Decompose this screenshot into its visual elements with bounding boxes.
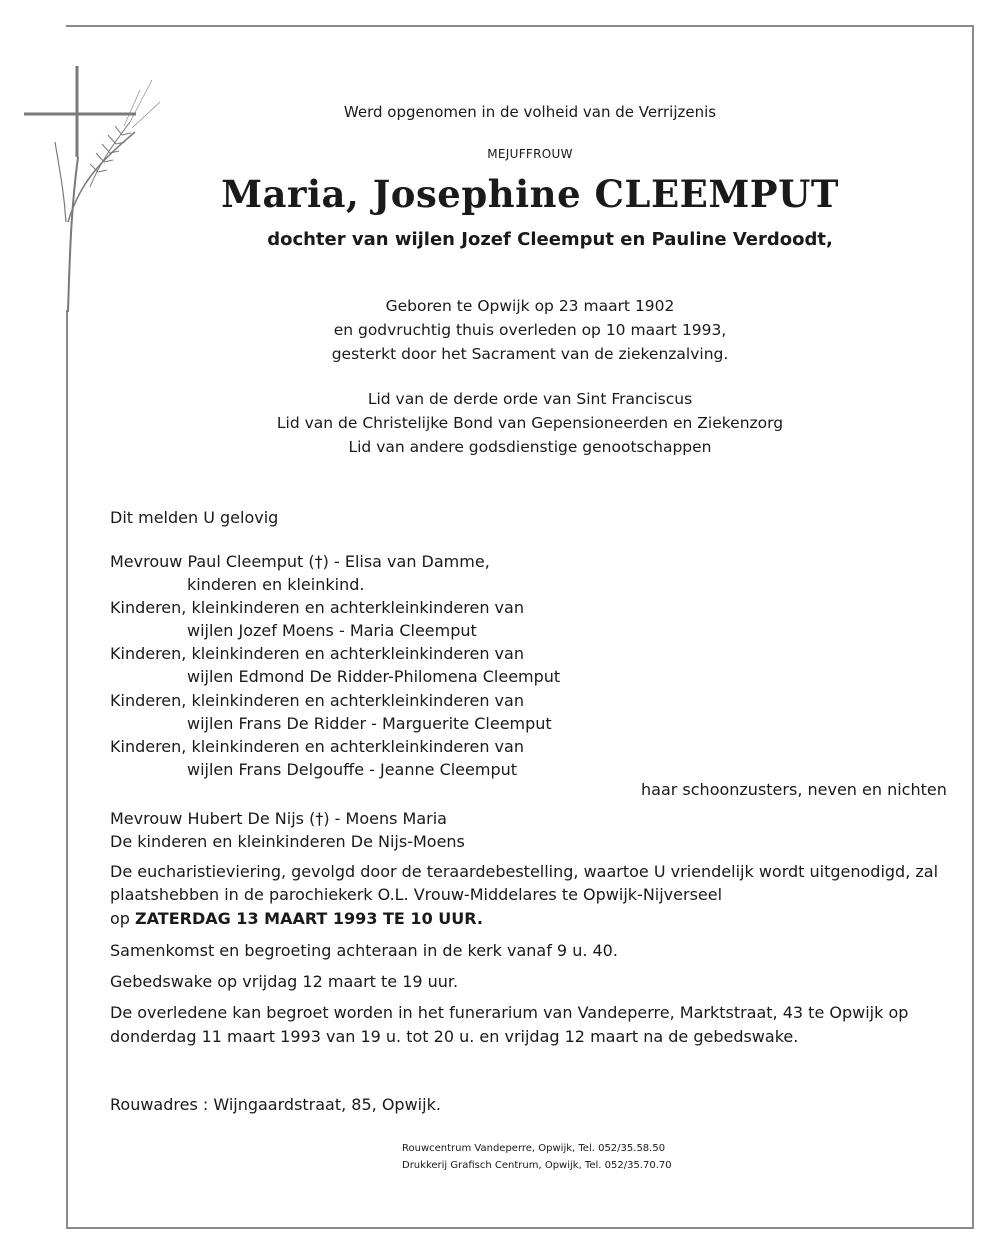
family-line: Kinderen, kleinkinderen en achterkleinkinderen van bbox=[110, 644, 524, 663]
wake-line: Gebedswake op vrijdag 12 maart te 19 uur. bbox=[110, 972, 459, 991]
ceremony-date: ZATERDAG 13 MAART 1993 TE 10 UUR. bbox=[135, 909, 483, 928]
family-line: wijlen Frans Delgouffe - Jeanne Cleemput bbox=[187, 760, 518, 779]
ceremony-date-line bbox=[110, 909, 483, 928]
family-line: Kinderen, kleinkinderen en achterkleinkinderen van bbox=[110, 691, 524, 710]
footer-line: Rouwcentrum Vandeperre, Opwijk, Tel. 052/35.58.50 bbox=[402, 1143, 666, 1154]
announce-line: Dit melden U gelovig bbox=[110, 508, 279, 527]
bio-line: gesterkt door het Sacrament van de ziekenzalving. bbox=[331, 345, 729, 363]
ceremony-prefix: op bbox=[110, 909, 136, 928]
salutation: MEJUFFROUW bbox=[487, 147, 573, 161]
footer-line: Drukkerij Grafisch Centrum, Opwijk, Tel. 052/35.70.70 bbox=[402, 1160, 672, 1171]
family-line: wijlen Edmond De Ridder-Philomena Cleemput bbox=[187, 667, 561, 686]
bio-line: en godvruchtig thuis overleden op 10 maart 1993, bbox=[333, 321, 727, 339]
address-line: Rouwadres : Wijngaardstraat, 85, Opwijk. bbox=[110, 1095, 441, 1114]
membership-line: Lid van de Christelijke Bond van Gepensioneerden en Ziekenzorg bbox=[276, 414, 784, 432]
family-line: wijlen Jozef Moens - Maria Cleemput bbox=[187, 621, 477, 640]
gathering-line: Samenkomst en begroeting achteraan in de kerk vanaf 9 u. 40. bbox=[110, 941, 618, 960]
family-line: wijlen Frans De Ridder - Marguerite Cleemput bbox=[187, 714, 552, 733]
family2-line: De kinderen en kleinkinderen De Nijs-Moens bbox=[110, 832, 465, 851]
viewing-line: donderdag 11 maart 1993 van 19 u. tot 20 u. en vrijdag 12 maart na de gebedswake. bbox=[110, 1027, 799, 1046]
ceremony-line: De eucharistieviering, gevolgd door de teraardebestelling, waartoe U vriendelijk wordt uitgenodigd, zal bbox=[110, 862, 939, 881]
family-line: Kinderen, kleinkinderen en achterkleinkinderen van bbox=[110, 737, 524, 756]
deceased-name: Maria, Josephine CLEEMPUT bbox=[221, 172, 839, 216]
family-line: Mevrouw Paul Cleemput (†) - Elisa van Damme, bbox=[110, 552, 490, 571]
family-line: kinderen en kleinkind. bbox=[187, 575, 365, 594]
relation-line: haar schoonzusters, neven en nichten bbox=[641, 780, 947, 799]
intro-line: Werd opgenomen in de volheid van de Verrijzenis bbox=[343, 103, 717, 121]
family2-line: Mevrouw Hubert De Nijs (†) - Moens Maria bbox=[110, 809, 447, 828]
bio-line: Geboren te Opwijk op 23 maart 1902 bbox=[385, 297, 675, 315]
family-line: Kinderen, kleinkinderen en achterkleinkinderen van bbox=[110, 598, 524, 617]
parents-line: dochter van wijlen Jozef Cleemput en Pauline Verdoodt, bbox=[267, 229, 833, 250]
ceremony-line: plaatshebben in de parochiekerk O.L. Vrouw-Middelares te Opwijk-Nijverseel bbox=[110, 885, 723, 904]
viewing-line: De overledene kan begroet worden in het funerarium van Vandeperre, Marktstraat, 43 te Opwijk op bbox=[110, 1003, 909, 1022]
membership-line: Lid van de derde orde van Sint Franciscus bbox=[367, 390, 693, 408]
membership-line: Lid van andere godsdienstige genootschappen bbox=[348, 438, 712, 456]
